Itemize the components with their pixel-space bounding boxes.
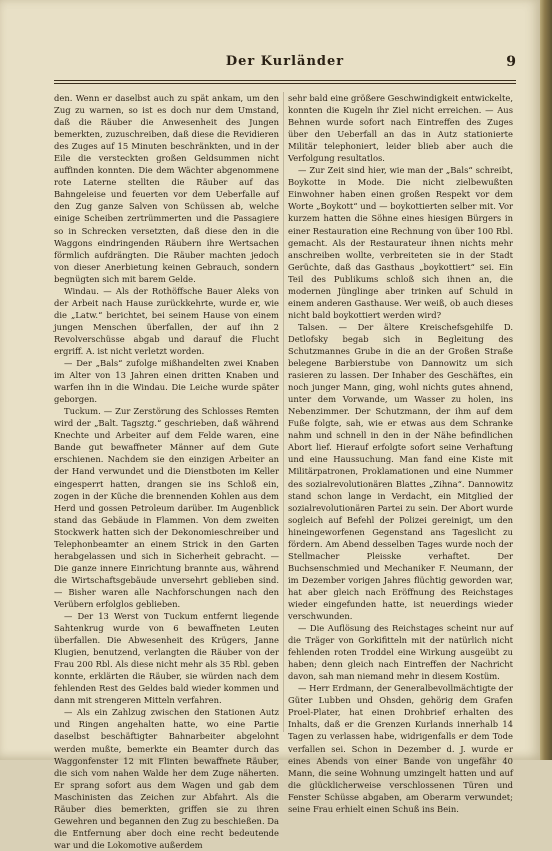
- paragraph: Talsen. — Der ältere Kreischefsgehilfe D. Detlofsky begab sich in Begleitung des Schutzmannes Grube in die an der Großen Straße belegene Barbierstube von Dannowitz um sich rasieren zu lassen. Der Inhaber des Geschäftes, ein noch junger Mann, ging, wohl nichts gutes ahnend, unter dem Vorwande, um Wasser zu holen, ins Nebenzimmer. Der Schutzmann, der ihm auf dem Fuße folgte, sah, wie er etwas aus dem Schranke nahm und schnell in den in der Nähe befindlichen Abort lief. Hierauf erfolgte sofort seine Verhaftung und eine Haussuchung. Man fand eine Kiste mit Militärpatronen, Proklamationen und eine Nummer des sozialrevolutionären Blattes „Zihna“. Dannowitz stand schon lange in Verdacht, ein Mitglied der sozialrevolutionären Partei zu sein. Der Abort wurde sogleich auf Befehl der Polizei gereinigt, um den hineingeworfenen Gegenstand ans Tageslicht zu fördern. Am Abend desselben Tages wurde noch der Stellmacher Pleisske verhaftet. Der Buchsenschmied und Mechaniker F. Neumann, der im Dezember vorigen Jahres flüchtig geworden war, hat aber gleich nach Eröffnung des Reichstages wieder eingefunden hatte, ist neuerdings wieder verschwunden.: [288, 321, 513, 622]
- paragraph: den. Wenn er daselbst auch zu spät ankam, um den Zug zu warnen, so ist es doch nur dem Umstand, daß die Räuber die Anwesenheit des Jungen bemerkten, zuzuschreiben, daß diese die Revidieren des Zuges auf 15 Minuten beschränkten, und in der Eile die versteckten großen Geldsummen nicht auffinden konnten. Die dem Wächter abgenommene rote Laterne stellten die Räuber auf das Bahngeleise und feuerten vor dem Ueberfalle auf den Zug ganze Salven von Schüssen ab, welche einige Scheiben zertrümmerten und die Passagiere so in Schrecken versetzten, daß diese den in die Waggons eindringenden Räubern ihre Wertsachen förmlich aufdrängten. Die Räuber machten jedoch von dieser Anerbietung keinen Gebrauch, sondern begnügten sich mit barem Gelde.: [54, 93, 279, 284]
- header-rule: [54, 80, 516, 84]
- paragraph: sehr bald eine größere Geschwindigkeit entwickelte, konnten die Kugeln ihr Ziel nicht erreichen. — Aus Behnen wurde sofort nach Eintreffen des Zuges über den Ueberfall an das in Autz stationierte Militär telephoniert, leider blieb aber auch die Verfolgung resultatlos.: [288, 93, 513, 164]
- column-divider: [283, 92, 284, 732]
- paragraph: — Der „Bals“ zufolge mißhandelten zwei Knaben im Alter von 13 Jahren einen dritten Knaben und warfen ihn in die Windau. Die Leiche wurde später geborgen.: [54, 358, 279, 405]
- paragraph: — Der 13 Werst von Tuckum entfernt liegende Sahtenkrug wurde von 6 bewaffneten Leuten überfallen. Die Abwesenheit des Krügers, Janne Klugien, benutzend, verlangten die Räuber von der Frau 200 Rbl. Als diese nicht mehr als 35 Rbl. geben konnte, erklärten die Räuber, sie würden nach dem fehlenden Rest des Geldes bald wieder kommen und dann mit strengeren Mitteln verfahren.: [54, 611, 279, 706]
- paragraph: — Die Auflösung des Reichstages scheint nur auf die Träger von Gorkifitteln mit der natürlich nicht fehlenden roten Troddel eine Wirkung ausgeübt zu haben; denn gleich nach Eintreffen der Nachricht davon, sah man niemand mehr in diesem Kostüm.: [288, 623, 513, 682]
- paragraph: — Als ein Zahlzug zwischen den Stationen Autz und Ringen angehalten hatte, wo eine Partie daselbst beschäftigter Bahnarbeiter abgelohnt werden mußte, bemerkte ein Beamter durch das Waggonfenster 12 mit Flinten bewaffnete Räuber, die sich vom nahen Walde her dem Zuge näherten. Er sprang sofort aus dem Wagen und gab dem Maschinisten das Zeichen zur Abfahrt. Als die Räuber dies bemerkten, griffen sie zu ihren Gewehren und begannen den Zug zu beschießen. Da die Entfernung aber doch eine recht bedeutende war und die Lokomotive außerdem: [54, 707, 279, 850]
- page-header: [54, 54, 516, 76]
- newspaper-title: Der Kurländer: [225, 54, 345, 69]
- paragraph: Tuckum. — Zur Zerstörung des Schlosses Remten wird der „Balt. Tagsztg.“ geschrieben, daß während Knechte und Arbeiter auf dem Felde waren, eine Bande gut bewaffneter Männer auf dem Gute erschienen. Nachdem sie den einzigen Arbeiter an der Hand verwundet und die Dienstboten im Keller eingesperrt hatten, drangen sie ins Schloß ein, zogen in der Küche die brennenden Kohlen aus dem Herd und gossen Petroleum darüber. Im Augenblick stand das Gebäude in Flammen. Von dem zweiten Stockwerk hatten sich der Dekonomieschreiber und Telephonbeamter an einem Strick in den Garten herabgelassen und sich in Sicherheit gebracht. — Die ganze innere Einrichtung brannte aus, während die Wirtschaftsgebäude unversehrt geblieben sind. — Bisher waren alle Nachforschungen nach den Verübern erfolglos geblieben.: [54, 406, 279, 609]
- page-number: 9: [506, 54, 516, 70]
- paragraph: Windau. — Als der Rothöffsche Bauer Aleks von der Arbeit nach Hause zurückkehrte, wurde er, wie die „Latw.“ berichtet, bei seinem Hause von einem jungen Menschen überfallen, der auf ihn 2 Revolverschüsse abgab und darauf die Flucht ergriff. A. ist nicht verletzt worden.: [54, 285, 279, 356]
- left-column: [54, 92, 279, 850]
- right-column: [288, 92, 513, 814]
- paragraph: — Zur Zeit sind hier, wie man der „Bals“ schreibt, Boykotte in Mode. Die nicht zielbewußten Einwohner haben einen großen Respekt vor dem Worte „Boykott“ und — boykottierten selber mit. Vor kurzem hatten die Söhne eines hiesigen Bürgers in einer Restauration eine Rechnung von über 100 Rbl. gemacht. Als der Restaurateur ihnen nichts mehr anschreiben wollte, verbreiteten sie in der Stadt Gerüchte, daß das Gasthaus „boykottiert“ sei. Ein Teil des Publikums schloß sich ihnen an, die modernen Jünglinge aber trinken auf Schuld in einem anderen Gasthause. Wer weiß, ob auch dieses nicht bald boykottiert werden wird?: [288, 165, 513, 320]
- paragraph: — Herr Erdmann, der Generalbevollmächtigte der Güter Lubben und Ohsden, gehörig dem Grafen Proel-Plater, hat einen Drohbrief erhalten des Inhalts, daß er die Grenzen Kurlands innerhalb 14 Tagen zu verlassen habe, widrigenfalls er dem Tode verfallen sei. Schon in Dezember d. J. wurde er eines Abends von einer Bande von ungefähr 40 Mann, die seine Wohnung umzingelt hatten und auf die glücklicherweise verschlossenen Türen und Fenster Schüsse abgaben, am Oberarm verwundet; seine Frau erhielt einen Schuß ins Bein.: [288, 683, 513, 814]
- book-binding-edge: [540, 0, 552, 760]
